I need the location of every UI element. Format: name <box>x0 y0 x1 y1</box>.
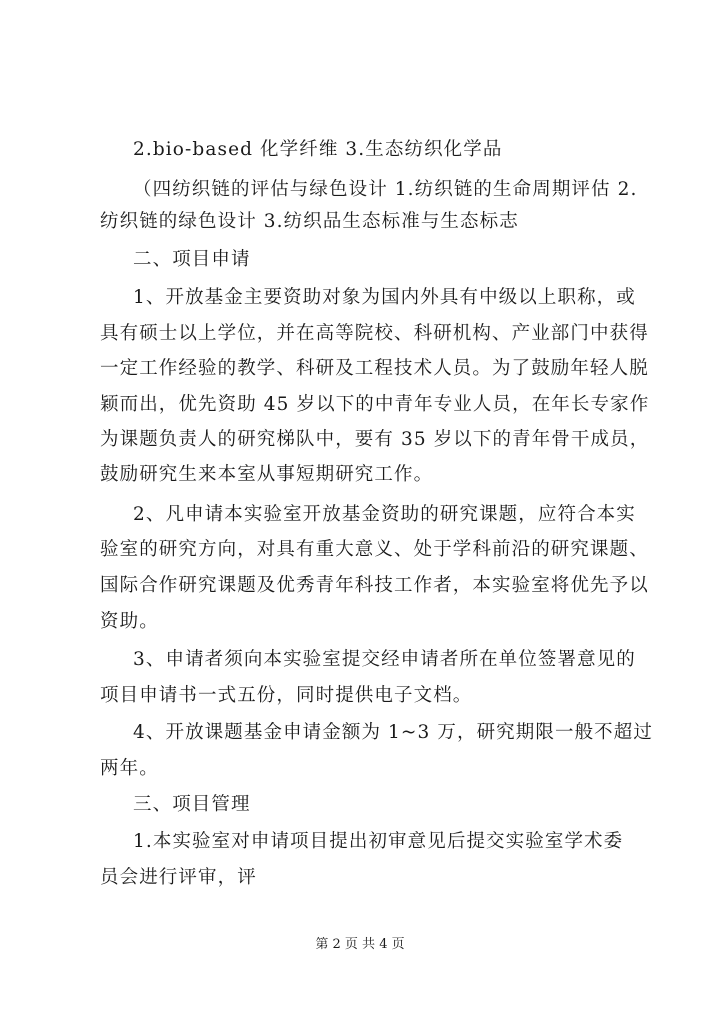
text-line-10: 鼓励研究生来本室从事短期研究工作。 <box>100 464 434 485</box>
text-line-8: 颖而出，优先资助 45 岁以下的中青年专业人员，在年长专家作 <box>100 394 650 415</box>
text-line-17: 4、开放课题基金申请金额为 1~3 万，研究期限一般不超过 <box>133 722 653 743</box>
text-line-16: 项目申请书一式五份，同时提供电子文档。 <box>100 685 473 706</box>
text-line-3: 纺织链的绿色设计 3.纺织品生态标准与生态标志 <box>100 211 519 232</box>
text-line-14: 资助。 <box>100 611 159 632</box>
text-line-20: 1.本实验室对申请项目提出初审意见后提交实验室学术委 <box>133 831 624 852</box>
text-line-5: 1、开放基金主要资助对象为国内外具有中级以上职称，或 <box>133 287 636 308</box>
section-heading-project-management: 三、项目管理 <box>133 794 251 815</box>
text-line-7: 一定工作经验的教学、科研及工程技术人员。为了鼓励年轻人脱 <box>100 358 649 379</box>
text-line-12: 验室的研究方向，对具有重大意义、处于学科前沿的研究课题、 <box>100 539 649 560</box>
text-line-21: 员会进行评审，评 <box>100 867 257 888</box>
text-line-1: 2.bio-based 化学纤维 3.生态纺织化学品 <box>133 139 503 160</box>
section-heading-project-application: 二、项目申请 <box>133 249 251 270</box>
text-line-15: 3、申请者须向本实验室提交经申请者所在单位签署意见的 <box>133 649 636 670</box>
text-line-2: （四纺织链的评估与绿色设计 1.纺织链的生命周期评估 2. <box>133 179 638 200</box>
page-number-footer: 第 2 页 共 4 页 <box>315 937 405 952</box>
text-line-6: 具有硕士以上学位，并在高等院校、科研机构、产业部门中获得 <box>100 323 649 344</box>
text-line-11: 2、凡申请本实验室开放基金资助的研究课题，应符合本实 <box>133 504 636 525</box>
text-line-18: 两年。 <box>100 758 159 779</box>
text-line-13: 国际合作研究课题及优秀青年科技工作者，本实验室将优先予以 <box>100 575 649 596</box>
text-line-9: 为课题负责人的研究梯队中，要有 35 岁以下的青年骨干成员， <box>100 429 650 450</box>
